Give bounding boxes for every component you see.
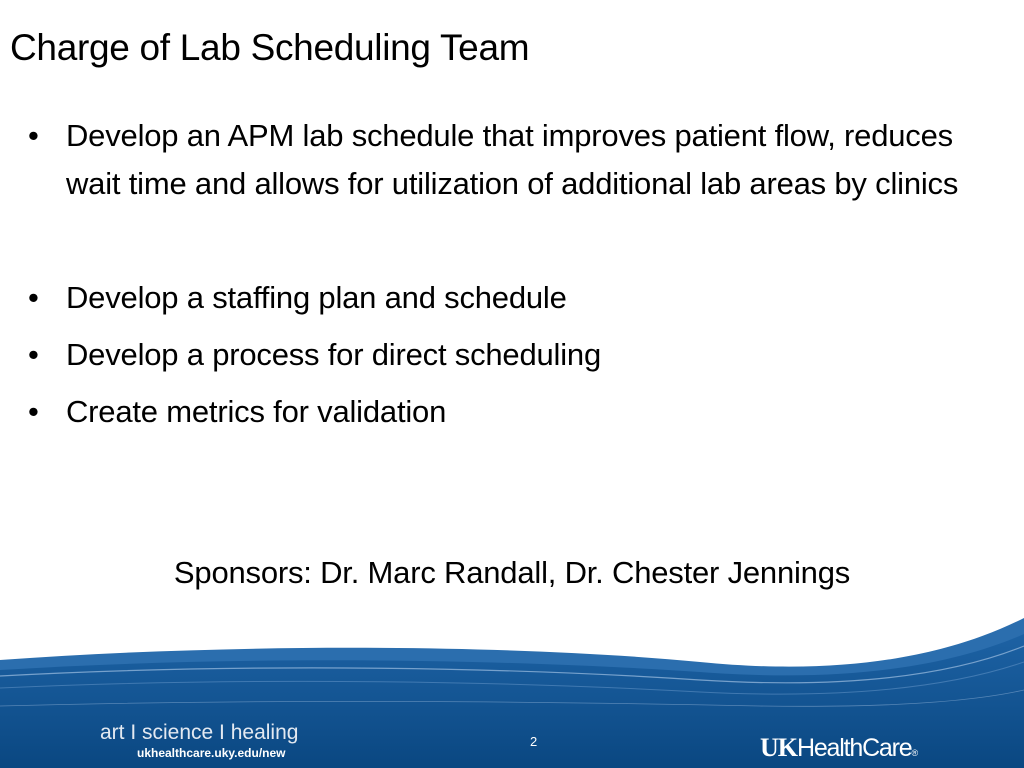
footer-url: ukhealthcare.uky.edu/new [137,746,286,760]
logo-healthcare-text: HealthCare [797,734,912,762]
page-number: 2 [530,734,538,749]
bullet-item [28,388,1003,436]
bullet-text: Develop a process for direct scheduling [66,337,601,372]
bullet-list [28,112,1003,436]
bullet-dot-icon: • [28,118,39,153]
bullet-spacer [28,208,1003,274]
slide-title: Charge of Lab Scheduling Team [10,27,530,68]
bullet-dot-icon: • [28,394,39,429]
ukhealthcare-logo [760,733,918,768]
sponsors-line: Sponsors: Dr. Marc Randall, Dr. Chester Jennings [173,555,851,590]
bullet-text: Create metrics for validation [66,394,447,429]
bullet-item [28,331,1003,379]
bullet-dot-icon: • [28,337,39,372]
bullet-text: Develop a staffing plan and schedule [66,280,567,315]
bullet-item [28,274,1003,322]
registered-mark-icon: ® [911,748,919,758]
bullet-text: Develop an APM lab schedule that improves patient flow, reduces wait time and allows for utilization of additional lab areas by clinics [66,118,959,201]
bullet-item [28,112,1003,208]
bullet-dot-icon: • [28,280,39,315]
footer-tagline: art I science I healing [100,721,299,744]
logo-uk-mark: UK [760,733,797,762]
